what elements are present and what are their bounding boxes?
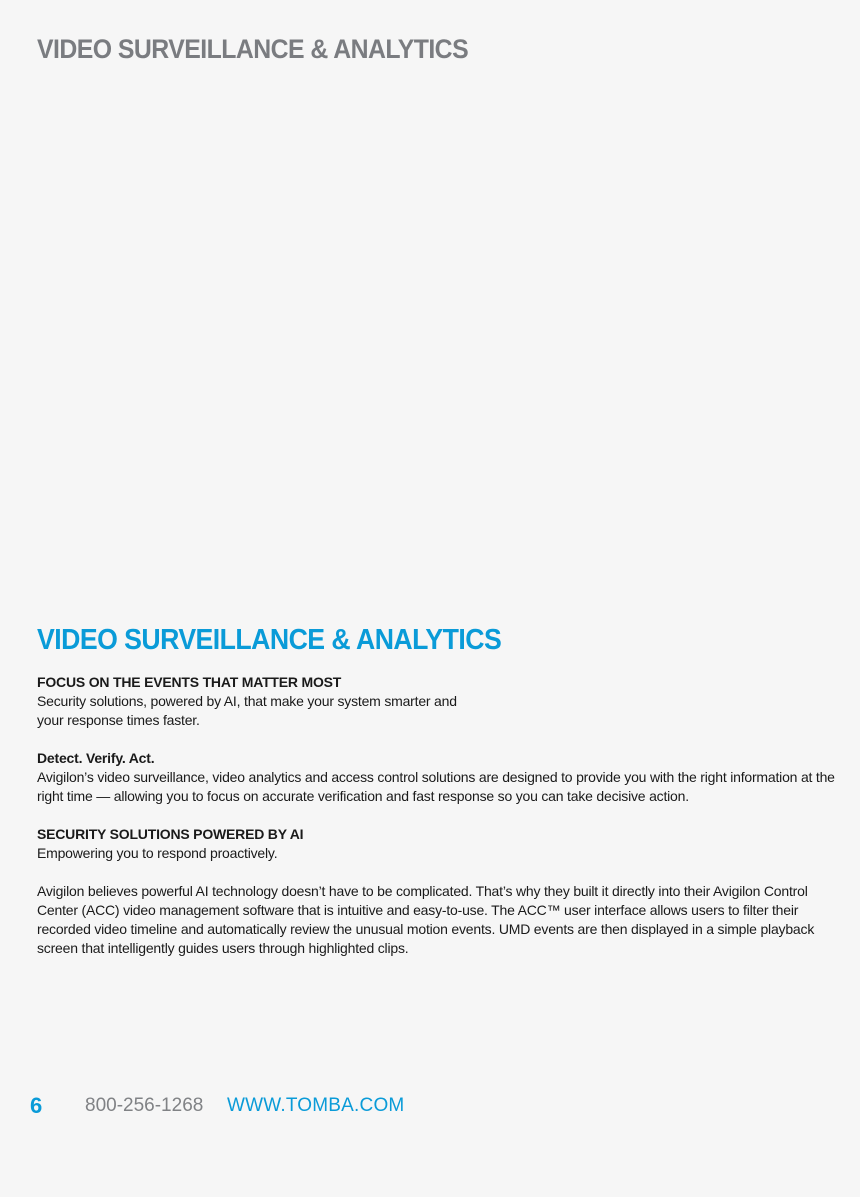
section-body: Avigilon believes powerful AI technology doesn’t have to be complicated. That’s why they built it directly into their Avigilon Control Center (ACC) video management software that is intuitive and easy-to-use. The ACC™ user interface allows users to filter their recorded video timeline and automatically review the unusual motion events. UMD events are then displayed in a simple playback screen that intelligently guides users through highlighted clips. <box>37 883 815 956</box>
page-footer <box>30 1092 404 1120</box>
section-heading: Detect. Verify. Act. <box>37 750 155 766</box>
section-ai-description <box>37 882 837 958</box>
section-heading: SECURITY SOLUTIONS POWERED BY AI <box>37 826 304 842</box>
section-security-solutions <box>37 825 837 863</box>
phone-number: 800-256-1268 <box>85 1095 204 1116</box>
main-content <box>37 624 837 977</box>
page-number: 6 <box>30 1093 43 1118</box>
section-heading: FOCUS ON THE EVENTS THAT MATTER MOST <box>37 674 342 690</box>
section-focus-events <box>37 673 837 730</box>
page-header-title: VIDEO SURVEILLANCE & ANALYTICS <box>37 34 469 64</box>
section-title: VIDEO SURVEILLANCE & ANALYTICS <box>37 624 502 656</box>
section-body: Empowering you to respond proactively. <box>37 845 278 861</box>
section-detect-verify-act <box>37 749 837 806</box>
section-body: Avigilon’s video surveillance, video analytics and access control solutions are designed to provide you with the right information at the right time — allowing you to focus on accurate verification and fast response so you can take decisive action. <box>37 769 835 804</box>
website-link[interactable]: WWW.TOMBA.COM <box>227 1095 405 1116</box>
section-body: Security solutions, powered by AI, that make your system smarter and your response times faster. <box>37 693 457 728</box>
